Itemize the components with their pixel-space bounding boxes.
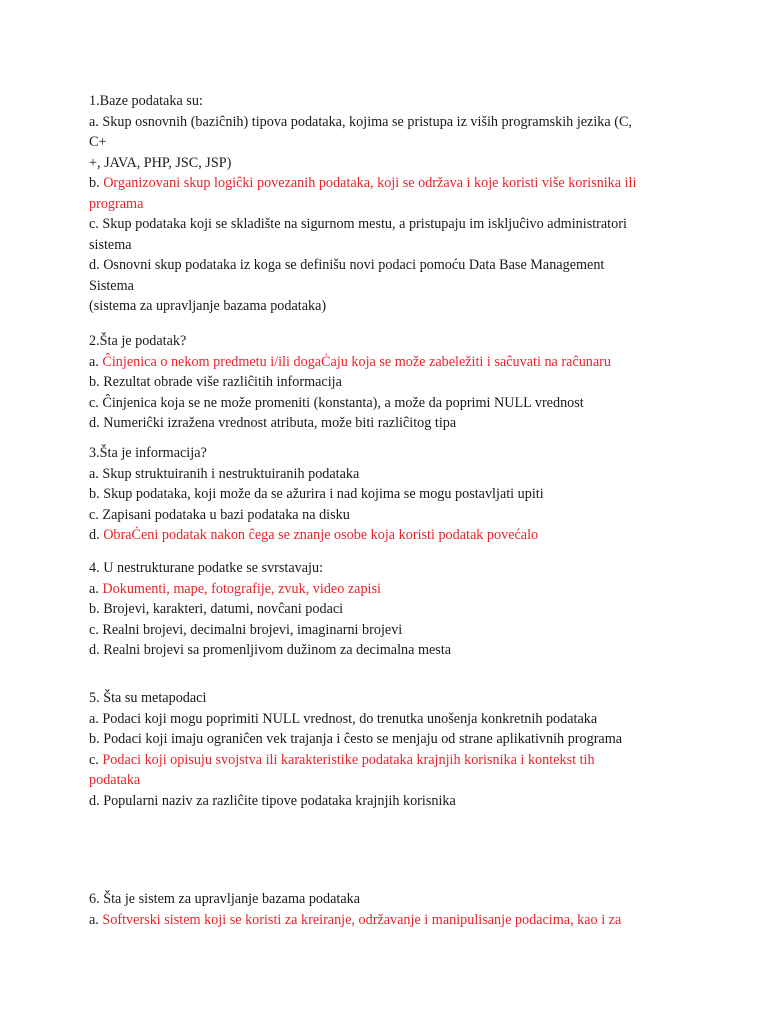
answer-option-letter: b. bbox=[89, 601, 104, 617]
answer-line bbox=[89, 112, 689, 133]
answer-text: Realni brojevi sa promenljivom dužinom za decimalna mesta bbox=[103, 642, 452, 658]
answer-text: Zapisani podataka u bazi podataka na disku bbox=[102, 506, 350, 523]
answer-option-letter: a. bbox=[89, 911, 103, 928]
answer-line-correct bbox=[89, 770, 689, 791]
answer-line bbox=[89, 599, 689, 620]
question-3 bbox=[89, 443, 689, 546]
question-title: 3.Šta je informacija? bbox=[89, 445, 207, 461]
answer-text: Softverski sistem koji se koristi za kreiranje, održavanje i manipulisanje podacima, kao i za bbox=[102, 911, 622, 928]
answer-text: Osnovni skup podataka iz koga se definišu novi podaci pomoću Data Base Management bbox=[103, 257, 605, 273]
answer-text: Skup osnovnih (baziĉnih) tipova podataka, kojima se pristupa iz viših programskih jezika (C, bbox=[102, 113, 632, 130]
answer-text: Skup podataka koji se skladište na sigurnom mestu, a pristupaju im iskljuĉivo administratori bbox=[102, 216, 627, 232]
answer-option-letter: a. bbox=[89, 710, 103, 727]
answer-text: ObraĊeni podatak nakon ĉega se znanje osobe koja koristi podatak povećalo bbox=[103, 527, 539, 543]
question-title: 6. Šta je sistem za upravljanje bazama podataka bbox=[89, 891, 361, 907]
question-title: 2.Šta je podatak? bbox=[89, 333, 187, 349]
answer-option-letter: c. bbox=[89, 216, 103, 232]
answer-text: Ĉinjenica o nekom predmetu i/ili dogaĊaju koja se može zabeležiti i saĉuvati na raĉunaru bbox=[102, 353, 612, 370]
answer-option-letter: b. bbox=[89, 175, 104, 191]
answer-line-correct bbox=[89, 194, 689, 215]
answer-line-correct bbox=[89, 352, 689, 373]
question-5 bbox=[89, 688, 689, 811]
answer-line bbox=[89, 214, 689, 235]
answer-line bbox=[89, 153, 689, 174]
answer-option-letter: b. bbox=[89, 374, 104, 390]
answer-line bbox=[89, 791, 689, 812]
question-title: 4. U nestrukturane podatke se svrstavaju: bbox=[89, 560, 324, 576]
answer-text: Organizovani skup logiĉki povezanih podataka, koji se održava i koje koristi više korisnika ili bbox=[103, 175, 637, 191]
answer-option-letter: d. bbox=[89, 642, 104, 658]
answer-line bbox=[89, 709, 689, 730]
answer-text: Popularni naziv za razliĉite tipove podataka krajnjih korisnika bbox=[103, 792, 456, 809]
answer-line-correct bbox=[89, 525, 689, 546]
answer-text: C+ bbox=[89, 134, 107, 150]
answer-text: Sistema bbox=[89, 277, 134, 294]
answer-line-correct bbox=[89, 750, 689, 771]
answer-text: +, JAVA, PHP, JSC, JSP) bbox=[89, 154, 232, 171]
answer-line bbox=[89, 393, 689, 414]
question-4 bbox=[89, 558, 689, 661]
answer-option-letter: d. bbox=[89, 527, 104, 543]
answer-option-letter: a. bbox=[89, 465, 103, 482]
answer-option-letter: a. bbox=[89, 580, 103, 597]
answer-text: Realni brojevi, decimalni brojevi, imaginarni brojevi bbox=[102, 621, 403, 638]
answer-text: Skup struktuiranih i nestruktuiranih podataka bbox=[102, 465, 360, 482]
answer-line bbox=[89, 276, 689, 297]
answer-text: Brojevi, karakteri, datumi, novĉani podaci bbox=[103, 601, 344, 617]
answer-text: podataka bbox=[89, 772, 141, 788]
answer-option-letter: d. bbox=[89, 792, 104, 809]
question-1 bbox=[89, 91, 689, 317]
answer-line bbox=[89, 296, 689, 317]
answer-line bbox=[89, 484, 689, 505]
answer-text: Ĉinjenica koja se ne može promeniti (konstanta), a može da poprimi NULL vrednost bbox=[102, 394, 584, 411]
answer-line bbox=[89, 235, 689, 256]
answer-line-correct bbox=[89, 173, 689, 194]
answer-line-correct bbox=[89, 579, 689, 600]
answer-text: Podaci koji mogu poprimiti NULL vrednost, do trenutka unošenja konkretnih podataka bbox=[102, 710, 598, 727]
answer-option-letter: c. bbox=[89, 506, 103, 523]
answer-option-letter: a. bbox=[89, 353, 103, 370]
answer-line bbox=[89, 620, 689, 641]
answer-option-letter: d. bbox=[89, 415, 104, 431]
question-title: 5. Šta su metapodaci bbox=[89, 690, 207, 706]
answer-option-letter: b. bbox=[89, 486, 104, 502]
answer-option-letter: a. bbox=[89, 113, 103, 130]
answer-text: Numeriĉki izražena vrednost atributa, može biti razliĉitog tipa bbox=[103, 415, 457, 431]
answer-option-letter: c. bbox=[89, 394, 103, 411]
answer-text: sistema bbox=[89, 236, 132, 253]
answer-line bbox=[89, 255, 689, 276]
answer-text: Podaci koji opisuju svojstva ili karakteristike podataka krajnjih korisnika i kontekst tih bbox=[102, 751, 595, 768]
answer-text: programa bbox=[89, 195, 144, 212]
answer-option-letter: b. bbox=[89, 731, 104, 747]
answer-line bbox=[89, 372, 689, 393]
answer-text: Rezultat obrade više razliĉitih informacija bbox=[103, 374, 342, 390]
answer-line bbox=[89, 413, 689, 434]
answer-text: Skup podataka, koji može da se ažurira i nad kojima se mogu postavljati upiti bbox=[103, 486, 544, 502]
answer-option-letter: c. bbox=[89, 751, 103, 768]
answer-line bbox=[89, 505, 689, 526]
answer-line-correct bbox=[89, 910, 689, 931]
answer-text: (sistema za upravljanje bazama podataka) bbox=[89, 298, 327, 314]
question-6 bbox=[89, 889, 689, 930]
answer-option-letter: d. bbox=[89, 257, 104, 273]
answer-line bbox=[89, 132, 689, 153]
answer-line bbox=[89, 640, 689, 661]
answer-text: Podaci koji imaju ograniĉen vek trajanja i ĉesto se menjaju od strane aplikativnih programa bbox=[103, 731, 623, 747]
answer-text: Dokumenti, mape, fotografije, zvuk, video zapisi bbox=[102, 580, 381, 597]
question-title: 1.Baze podataka su: bbox=[89, 93, 203, 109]
question-2 bbox=[89, 331, 689, 434]
answer-line bbox=[89, 729, 689, 750]
answer-line bbox=[89, 464, 689, 485]
answer-option-letter: c. bbox=[89, 621, 103, 638]
